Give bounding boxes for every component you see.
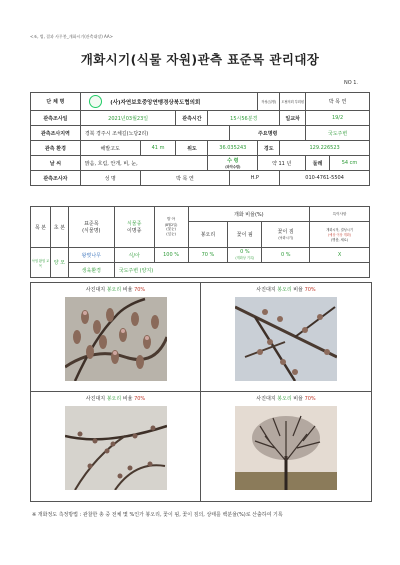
woody-header: 목 본 [31,207,51,248]
rep-name: 박 목 연 [306,93,370,111]
longitude-value: 129.226523 [280,141,370,156]
tree-value: 국도주변 [306,126,370,141]
bud-header: 봉오리 [188,222,228,248]
time-value: 15시56분경 [208,111,280,126]
phone-label: H.P [230,171,280,186]
latitude-value: 36.035243 [208,141,258,156]
photo-cell-1 [31,283,201,392]
growth-env-label: 생육환경 [68,263,114,278]
observer-name-value: 박 목 연 [140,171,230,186]
girth-label: 둘레 [306,156,330,171]
weather-value: 맑음, 흐림, 안개, 비, 눈, [80,156,208,171]
latitude-label: 위도 [176,141,208,156]
photo-caption-4: 사진대지 봉오리 비율 70% [256,396,316,402]
standard-tree-header: 표준목 (식물명) [68,207,114,248]
bud-ratio: 70 % [188,248,228,263]
time-label: 관측시간 [176,111,208,126]
flowering-ratio-header: 개화 비율(%) [188,207,310,222]
org-value: (사)자연보호중앙연맹경상북도협의회 [110,93,258,111]
env-label: 관측 환경 [31,141,81,156]
remarks-header: 특이사항 [310,207,370,222]
rep-sub: 도협의회 부회원 [280,93,306,111]
cherry-tree-photo-4 [235,406,337,490]
measurement-footnote: ※ 개화정도 측정방법 : 관찰한 총 중 전체 몇 %인가 봉오리, 꽃이 핌, 꽃이 짐의, 상태를 백분율(%)로 산출하여 기록 [32,512,283,518]
growth-env-value: 국도주변 (양지) [114,263,369,278]
photo-cell-3 [31,392,201,501]
germination-value: 100 % [154,248,188,263]
cherry-branch-photo-2 [235,297,337,381]
day-range-label: 일교차 [280,111,306,126]
cherry-buds-photo-1 [65,297,167,381]
date-value: 2021년03월23일 [80,111,176,126]
photo-cell-4 [201,392,371,501]
rep-label: 작성(실명) [258,93,280,111]
herb-type: 양 모 [50,248,68,278]
phone-value: 010-4761-5504 [280,171,370,186]
org-logo-icon [89,95,102,108]
photo-caption-2: 사진대지 봉오리 비율 70% [256,287,316,293]
fall-header: 꽃이 짐 (낙화시기) [262,222,310,248]
place-value: 경북 경주시 조체길(노당2리) [80,126,230,141]
page-title: 개화시기(식물 자원)관측 표준목 관리대장 [80,52,320,67]
day-range-value: 19/2 [306,111,370,126]
germination-header: 발 아 (8월2일) (꽃눈) (잎눈) [154,207,188,248]
herb-header: 초 본 [50,207,68,248]
cherry-buds-photo-3 [65,406,167,490]
age-label: 수 령 (파악수령) [208,156,258,171]
header-note: <조, 법, 결과 사무봉_개화시기(관측대장) AA> [30,34,113,39]
fall-ratio: 0 % [262,248,310,263]
observation-table [30,206,370,278]
species-header: 식물종 이명종 [114,207,154,248]
species-value: 식/아 [114,248,154,263]
bloom-ratio: 0 % (개화상 기록) [228,248,262,263]
place-label: 관측조사지역 [31,126,81,141]
age-value: 약 11 년 [258,156,306,171]
remarks-value: X [310,248,370,263]
altitude-label: 해발고도 [80,141,140,156]
remarks-sub-header: 개화시작, 결성시기 (예상 이상 개화) (병충, 세로) [310,222,370,248]
observer-name-label: 성 명 [80,171,140,186]
photo-grid [30,282,372,502]
document-number: NO 1. [343,80,358,86]
woody-marker: 낙엽 활엽 교목 [31,248,51,278]
longitude-label: 경도 [258,141,280,156]
observer-label: 관측조사자 [31,171,81,186]
date-label: 관측조사일 [31,111,81,126]
bloom-header: 꽃이 핌 [228,222,262,248]
tree-label: 주요명령 [230,126,306,141]
girth-value: 54 cm [330,156,370,171]
photo-cell-2 [201,283,371,392]
photo-caption-3: 사진대지 봉오리 비율 70% [85,396,146,402]
info-table [30,92,370,186]
photo-caption-1: 사진대지 봉오리 비율 70% [85,287,146,293]
altitude-value: 41 m [140,141,176,156]
org-label: 단 체 명 [31,93,81,111]
plant-name: 왕벚나무 [68,248,114,263]
weather-label: 날 씨 [31,156,81,171]
